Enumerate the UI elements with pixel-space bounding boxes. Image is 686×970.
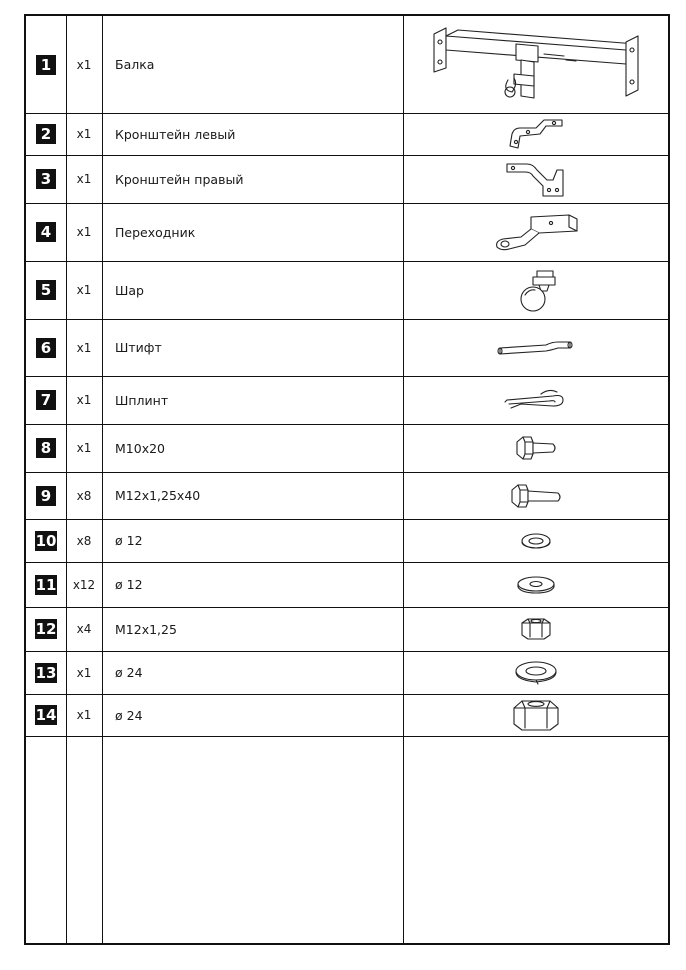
part-number: 8 bbox=[36, 438, 56, 458]
part-number: 12 bbox=[35, 620, 57, 638]
table-row bbox=[26, 155, 668, 204]
tow-ball-icon bbox=[509, 265, 563, 315]
part-quantity: x8 bbox=[76, 488, 92, 503]
part-name: ø 24 bbox=[115, 707, 143, 723]
part-quantity: x1 bbox=[76, 283, 92, 297]
part-name: Кронштейн левый bbox=[115, 126, 236, 142]
part-quantity: x12 bbox=[72, 577, 96, 592]
part-quantity: x8 bbox=[76, 533, 92, 548]
table-row bbox=[26, 651, 668, 695]
part-quantity: x1 bbox=[76, 57, 92, 72]
part-name: Кронштейн правый bbox=[115, 171, 244, 187]
table-row bbox=[26, 203, 668, 262]
table-row bbox=[26, 16, 668, 114]
part-quantity: x1 bbox=[76, 708, 92, 722]
part-name: ø 24 bbox=[115, 665, 143, 680]
part-name: Шплинт bbox=[115, 392, 169, 408]
table-row bbox=[26, 376, 668, 425]
table-row bbox=[26, 607, 668, 652]
part-quantity: x4 bbox=[76, 622, 92, 636]
part-number: 14 bbox=[35, 706, 57, 724]
adapter-icon bbox=[491, 209, 581, 255]
spring-washer-icon bbox=[516, 530, 556, 552]
part-name: M12x1,25 bbox=[115, 621, 177, 637]
part-quantity: x1 bbox=[76, 172, 92, 186]
flat-washer-icon bbox=[513, 574, 559, 596]
tow-bar-beam-icon bbox=[426, 20, 646, 110]
parts-table bbox=[24, 14, 670, 945]
part-number: 11 bbox=[35, 575, 57, 594]
part-number: 9 bbox=[36, 486, 56, 506]
short-bolt-icon bbox=[511, 433, 561, 463]
right-bracket-icon bbox=[503, 158, 569, 200]
table-row bbox=[26, 319, 668, 377]
table-row bbox=[26, 261, 668, 320]
part-number: 2 bbox=[36, 124, 56, 144]
part-number: 13 bbox=[35, 663, 57, 682]
part-number: 1 bbox=[36, 55, 56, 75]
table-row bbox=[26, 113, 668, 156]
long-bolt-icon bbox=[506, 481, 566, 511]
part-number: 5 bbox=[36, 280, 56, 300]
part-name: Переходник bbox=[115, 224, 196, 240]
part-number: 6 bbox=[36, 338, 56, 358]
table-row bbox=[26, 694, 668, 737]
part-quantity: x1 bbox=[76, 441, 92, 455]
part-name: ø 12 bbox=[115, 533, 143, 548]
part-name: ø 12 bbox=[115, 577, 143, 592]
part-name: Шар bbox=[115, 282, 144, 298]
nut-icon bbox=[516, 615, 556, 643]
large-spring-washer-icon bbox=[511, 659, 561, 687]
part-number: 4 bbox=[36, 222, 56, 242]
cotter-pin-icon bbox=[501, 386, 571, 414]
part-name: Балка bbox=[115, 57, 155, 72]
part-name: M12x1,25x40 bbox=[115, 488, 201, 503]
part-number: 10 bbox=[35, 531, 57, 550]
part-quantity: x1 bbox=[76, 665, 92, 680]
part-quantity: x1 bbox=[76, 127, 92, 141]
part-name: Штифт bbox=[115, 340, 162, 355]
table-row bbox=[26, 519, 668, 563]
table-row bbox=[26, 424, 668, 473]
large-nut-icon bbox=[508, 696, 564, 734]
part-number: 3 bbox=[36, 169, 56, 189]
table-row bbox=[26, 562, 668, 608]
part-quantity: x1 bbox=[76, 393, 92, 407]
left-bracket-icon bbox=[506, 116, 566, 152]
table-row bbox=[26, 472, 668, 520]
part-name: M10x20 bbox=[115, 440, 165, 456]
part-number: 7 bbox=[36, 390, 56, 410]
part-quantity: x1 bbox=[76, 340, 92, 355]
pin-icon bbox=[496, 336, 576, 360]
part-quantity: x1 bbox=[76, 225, 92, 239]
